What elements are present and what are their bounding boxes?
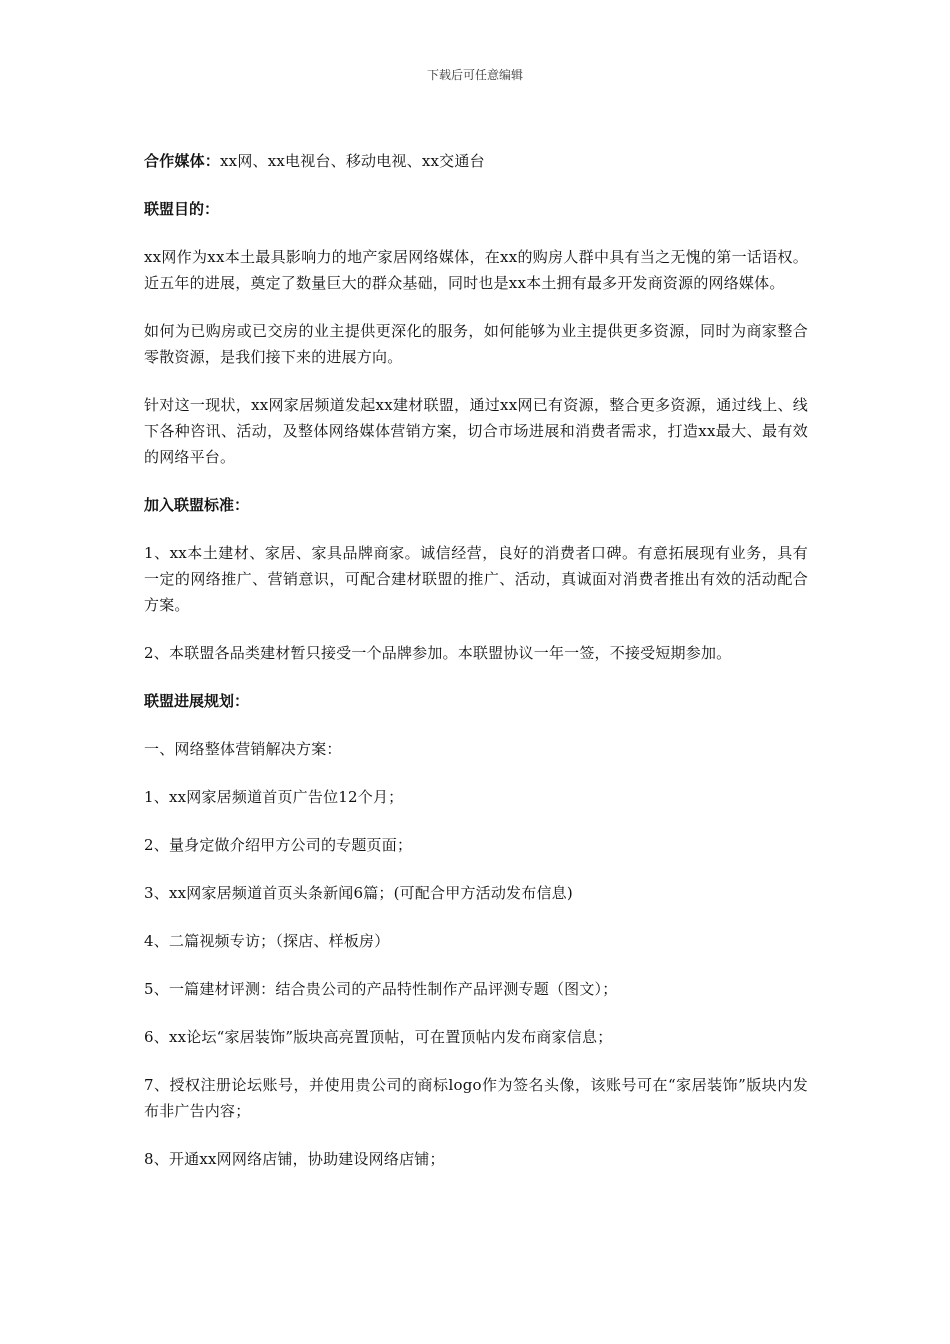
header-note: 下载后可任意编辑 <box>426 68 523 82</box>
standards-item: 2、本联盟各品类建材暂只接受一个品牌参加。本联盟协议一年一签，不接受短期参加。 <box>144 644 732 662</box>
plan-item: 1、xx网家居频道首页广告位12个月； <box>144 788 404 806</box>
purpose-paragraph: xx网作为xx本土最具影响力的地产家居网络媒体，在xx的购房人群中具有当之无愧的第一话语权。近五年的进展，奠定了数量巨大的群众基础，同时也是xx本土拥有最多开发商资源的网络媒体。 <box>144 248 808 292</box>
standards-item: 1、xx本土建材、家居、家具品牌商家。诚信经营，良好的消费者口碑。有意拓展现有业务，具有一定的网络推广、营销意识，可配合建材联盟的推广、活动，真诚面对消费者推出有效的活动配合方案。 <box>144 544 808 614</box>
plan-item: 7、授权注册论坛账号，并使用贵公司的商标logo作为签名头像，该账号可在“家居装饰”版块内发布非广告内容； <box>144 1076 808 1120</box>
plan-item: 8、开通xx网网络店铺，协助建设网络店铺； <box>144 1150 445 1168</box>
purpose-paragraph: 针对这一现状，xx网家居频道发起xx建材联盟，通过xx网已有资源，整合更多资源，通过线上、线下各种咨讯、活动，及整体网络媒体营销方案，切合市场进展和消费者需求，打造xx最大、最有效的网络平台。 <box>144 396 808 466</box>
purpose-heading: 联盟目的： <box>144 200 220 218</box>
plan-item: 5、一篇建材评测：结合贵公司的产品特性制作产品评测专题（图文）； <box>144 980 618 998</box>
plan-item: 3、xx网家居频道首页头条新闻6篇；(可配合甲方活动发布信息) <box>144 884 573 902</box>
plan-subheading: 一、网络整体营销解决方案： <box>144 740 342 758</box>
media-text: xx网、xx电视台、移动电视、xx交通台 <box>220 152 485 170</box>
media-label: 合作媒体： <box>144 152 221 170</box>
plan-item: 4、二篇视频专访；（探店、样板房） <box>144 932 390 950</box>
standards-heading: 加入联盟标准： <box>144 496 250 514</box>
document-body <box>144 148 808 1194</box>
plan-item: 2、量身定做介绍甲方公司的专题页面； <box>144 836 413 854</box>
purpose-paragraph: 如何为已购房或已交房的业主提供更深化的服务，如何能够为业主提供更多资源，同时为商家整合零散资源，是我们接下来的进展方向。 <box>144 322 808 366</box>
media-line <box>144 148 808 174</box>
plan-heading: 联盟进展规划： <box>144 692 250 710</box>
plan-item: 6、xx论坛“家居装饰”版块高亮置顶帖，可在置顶帖内发布商家信息； <box>144 1028 613 1046</box>
